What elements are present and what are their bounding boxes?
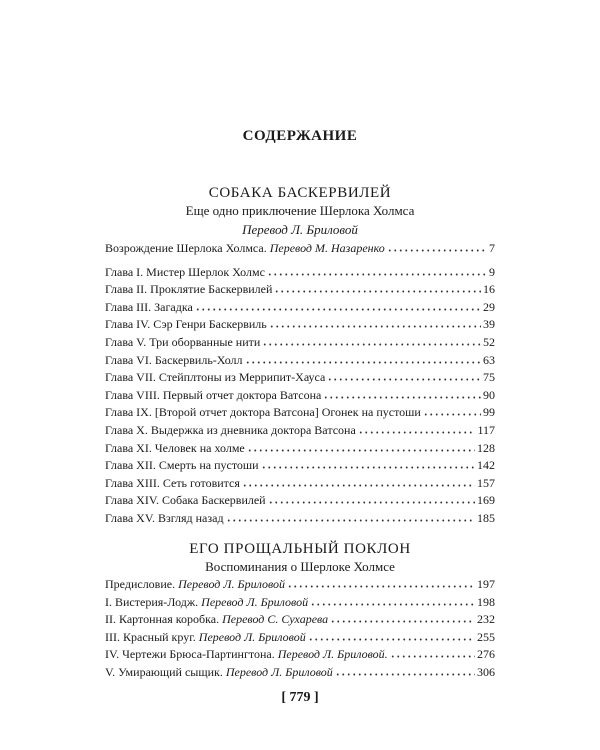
toc-entry-page: 142 — [477, 458, 495, 473]
section-title: ЕГО ПРОЩАЛЬНЫЙ ПОКЛОН — [189, 541, 411, 557]
toc-entry[interactable] — [105, 611, 495, 629]
dot-leader — [287, 578, 475, 588]
dot-leader — [335, 666, 475, 676]
toc-entry[interactable] — [105, 240, 495, 258]
dot-leader — [261, 459, 475, 469]
toc-entry-title: Глава I. Мистер Шерлок Холмс — [105, 264, 265, 279]
toc-entry-title: III. Красный круг. — [105, 629, 196, 644]
dot-leader — [387, 242, 487, 252]
toc-entry-page: 197 — [477, 577, 495, 591]
toc-entry-label — [105, 457, 259, 475]
toc-entry-label — [105, 316, 267, 334]
toc-entry-title: Глава X. Выдержка из дневника доктора Ватсона — [105, 422, 356, 437]
toc-entry-page: 198 — [477, 594, 495, 609]
dot-leader — [226, 512, 475, 522]
toc-entry[interactable] — [105, 440, 495, 458]
toc-entry-label — [105, 440, 245, 458]
toc-entry-title: Глава III. Загадка — [105, 299, 193, 314]
toc-entry-translator: Перевод М. Назаренко — [269, 241, 385, 255]
toc-entry-title: Глава XII. Смерть на пустоши — [105, 458, 259, 473]
toc-entry-title: Глава XV. Взгляд назад — [105, 510, 224, 525]
toc-entry-label — [105, 299, 193, 317]
toc-entry-page: 52 — [483, 334, 495, 349]
toc-entry-label — [105, 240, 385, 258]
toc-entry-title: IV. Чертежи Брюса-Партингтона. — [105, 647, 275, 662]
toc-entry-label — [105, 422, 356, 440]
toc-entry[interactable] — [105, 334, 495, 352]
toc-entry-label — [105, 387, 321, 405]
toc-entry[interactable] — [105, 492, 495, 510]
toc-entry-page: 157 — [477, 475, 495, 490]
toc-entry[interactable] — [105, 316, 495, 334]
toc-entry-title: Глава XIII. Сеть готовится — [105, 475, 240, 490]
toc-entry-label — [105, 576, 285, 594]
page-number: [ 779 ] — [281, 690, 319, 705]
dot-leader — [330, 613, 475, 623]
toc-entry-title: Глава VIII. Первый отчет доктора Ватсона — [105, 387, 322, 402]
toc-entry[interactable] — [105, 475, 495, 493]
dot-leader — [242, 477, 475, 487]
toc-entry-title: Глава II. Проклятие Баскервилей — [105, 282, 273, 297]
toc-entry[interactable] — [105, 646, 495, 664]
toc-entry[interactable] — [105, 299, 495, 317]
toc-entry-page: 276 — [477, 647, 495, 662]
toc-entry[interactable] — [105, 404, 495, 422]
toc-entry-translator: Перевод Л. Бриловой — [225, 664, 333, 679]
dot-leader — [390, 648, 475, 658]
section-title: СОБАКА БАСКЕРВИЛЕЙ — [208, 185, 392, 201]
toc-entry-translator: Перевод С. Сухарева — [222, 612, 329, 627]
toc-entry-translator: Перевод Л. Бриловой — [201, 594, 309, 609]
toc-entry-label — [105, 369, 325, 387]
toc-entry[interactable] — [105, 457, 495, 475]
toc-entry[interactable] — [105, 510, 495, 528]
toc-entry-label — [105, 352, 243, 370]
toc-entry-page: 117 — [477, 422, 495, 437]
toc-entry-page: 16 — [483, 282, 495, 297]
dot-leader — [262, 336, 481, 346]
toc-entry-label — [105, 334, 260, 352]
toc-entry-page: 75 — [483, 370, 495, 385]
toc-entry-translator: Перевод Л. Бриловой — [198, 629, 306, 644]
dot-leader — [247, 442, 475, 452]
toc-entry-label — [105, 281, 272, 299]
toc-entry-label — [105, 611, 328, 629]
toc-entry-page: 128 — [477, 440, 495, 455]
dot-leader — [267, 266, 487, 276]
dot-leader — [327, 371, 481, 381]
dot-leader — [310, 596, 475, 606]
dot-leader — [245, 354, 481, 364]
dot-leader — [308, 631, 475, 641]
toc-entry-page: 39 — [483, 317, 495, 332]
toc-entry[interactable] — [105, 281, 495, 299]
toc-list-his-last-bow — [105, 576, 495, 682]
toc-entry-page: 63 — [483, 352, 495, 367]
section-subtitle: Воспоминания о Шерлоке Холмсе — [205, 559, 395, 574]
toc-entry-label — [105, 629, 306, 647]
dot-leader — [358, 424, 476, 434]
toc-entry-page: 306 — [477, 664, 495, 679]
toc-entry-translator: Перевод Л. Бриловой. — [277, 647, 388, 662]
toc-entry-label — [105, 404, 421, 422]
toc-entry-page: 90 — [483, 387, 495, 402]
toc-entry[interactable] — [105, 664, 495, 682]
toc-entry-title: Глава VI. Баскервиль-Холл — [105, 352, 243, 367]
toc-entry-page: 169 — [477, 493, 495, 508]
toc-entry-translator: Перевод Л. Бриловой — [178, 577, 286, 591]
section-translator: Перевод Л. Бриловой — [242, 222, 358, 237]
toc-entry[interactable] — [105, 422, 495, 440]
toc-entry-title: Глава IV. Сэр Генри Баскервиль — [105, 317, 267, 332]
toc-entry-title: Возрождение Шерлока Холмса. — [105, 241, 267, 255]
toc-entry-page: 29 — [483, 299, 495, 314]
toc-entry-label — [105, 594, 308, 612]
toc-entry-page: 7 — [489, 241, 495, 255]
toc-entry[interactable] — [105, 352, 495, 370]
toc-entry-title: Глава V. Три оборванные нити — [105, 334, 261, 349]
toc-entry[interactable] — [105, 369, 495, 387]
toc-entry-label — [105, 646, 388, 664]
section-header-hound — [0, 184, 600, 239]
toc-entry[interactable] — [105, 576, 495, 594]
toc-entry-page: 99 — [483, 405, 495, 420]
toc-entry[interactable] — [105, 629, 495, 647]
toc-entry-title: Глава XIV. Собака Баскервилей — [105, 493, 266, 508]
section-header-his-last-bow — [0, 540, 600, 576]
toc-entry-label — [105, 664, 333, 682]
section-subtitle: Еще одно приключение Шерлока Холмса — [185, 203, 415, 218]
dot-leader — [269, 318, 481, 328]
toc-entry[interactable] — [105, 594, 495, 612]
toc-entry-title: I. Вистерия-Лодж. — [105, 594, 199, 609]
toc-list-hound — [105, 240, 495, 528]
toc-entry-title: Глава XI. Человек на холме — [105, 440, 245, 455]
dot-leader — [423, 406, 481, 416]
toc-entry[interactable] — [105, 387, 495, 405]
dot-leader — [195, 301, 481, 311]
toc-entry-label — [105, 264, 265, 282]
toc-entry-page: 9 — [489, 264, 495, 279]
toc-entry-label — [105, 475, 240, 493]
toc-entry-title: V. Умирающий сыщик. — [105, 664, 223, 679]
toc-entry[interactable] — [105, 264, 495, 282]
toc-entry-page: 255 — [477, 629, 495, 644]
dot-leader — [268, 494, 475, 504]
toc-entry-label — [105, 492, 266, 510]
dot-leader — [323, 389, 481, 399]
toc-entry-title: Глава IX. [Второй отчет доктора Ватсона] Огонек на пустоши — [105, 405, 421, 420]
toc-entry-title: Предисловие. — [105, 577, 176, 591]
toc-entry-title: Глава VII. Стейплтоны из Меррипит-Хауса — [105, 370, 326, 385]
toc-entry-page: 185 — [477, 510, 495, 525]
dot-leader — [274, 283, 481, 293]
toc-entry-page: 232 — [477, 612, 495, 627]
page-title: СОДЕРЖАНИЕ — [242, 128, 358, 144]
toc-entry-label — [105, 510, 224, 528]
toc-entry-title: II. Картонная коробка. — [105, 612, 220, 627]
